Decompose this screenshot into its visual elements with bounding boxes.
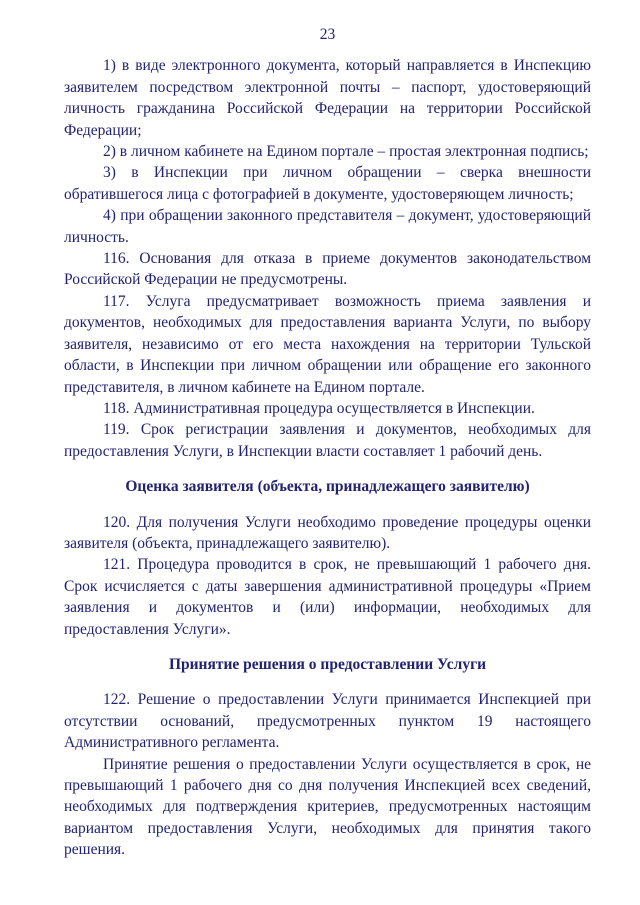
section-heading: Принятие решения о предоставлении Услуги [168,655,487,673]
paragraph: 3) в Инспекции при личном обращении – сверка внешности обратившегося лица с фотографией в документе, удостоверяющем личность; [64,164,591,203]
paragraph: 2) в личном кабинете на Едином портале – простая электронная подпись; [103,143,589,161]
paragraph: Принятие решения о предоставлении Услуги осуществляется в срок, не превышающий 1 рабочего дня со дня получения Инспекцией всех сведений, необходимых для подтверждения критериев, предусмотренных настоящим вариантом предоставления Услуги, необходимых для принятия такого решения. [64,755,591,859]
section-heading: Оценка заявителя (объекта, принадлежащего заявителю) [125,478,530,496]
paragraph: 118. Административная процедура осуществляется в Инспекции. [103,399,535,417]
page-number: 23 [319,26,336,43]
paragraph: 1) в виде электронного документа, который направляется в Инспекцию заявителем посредством электронной почты – паспорт, удостоверяющий личность гражданина Российской Федерации на территории Российской Федерации; [64,57,591,139]
paragraph: 116. Основания для отказа в приеме документов законодательством Российской Федерации не предусмотрены. [64,250,591,289]
paragraph: 121. Процедура проводится в срок, не превышающий 1 рабочего дня. Срок исчисляется с даты завершения административной процедуры «Прием заявления и документов и (или) информации, необходимых для предоставления Услуги». [64,556,591,638]
paragraph: 4) при обращении законного представителя – документ, удостоверяющий личность. [64,207,591,246]
paragraph: 120. Для получения Услуги необходимо проведение процедуры оценки заявителя (объекта, принадлежащего заявителю). [64,513,591,552]
paragraph: 122. Решение о предоставлении Услуги принимается Инспекцией при отсутствии оснований, предусмотренных пунктом 19 настоящего Административного регламента. [64,691,591,752]
paragraph: 119. Срок регистрации заявления и документов, необходимых для предоставления Услуги, в Инспекции власти составляет 1 рабочий день. [64,421,591,460]
paragraph: 117. Услуга предусматривает возможность приема заявления и документов, необходимых для предоставления варианта Услуги, по выбору заявителя, независимо от его места нахождения на территории Тульской области, в Инспекции при личном обращении или обращение его законного представителя, в личном кабинете на Едином портале. [64,292,591,396]
document-content [64,55,591,860]
